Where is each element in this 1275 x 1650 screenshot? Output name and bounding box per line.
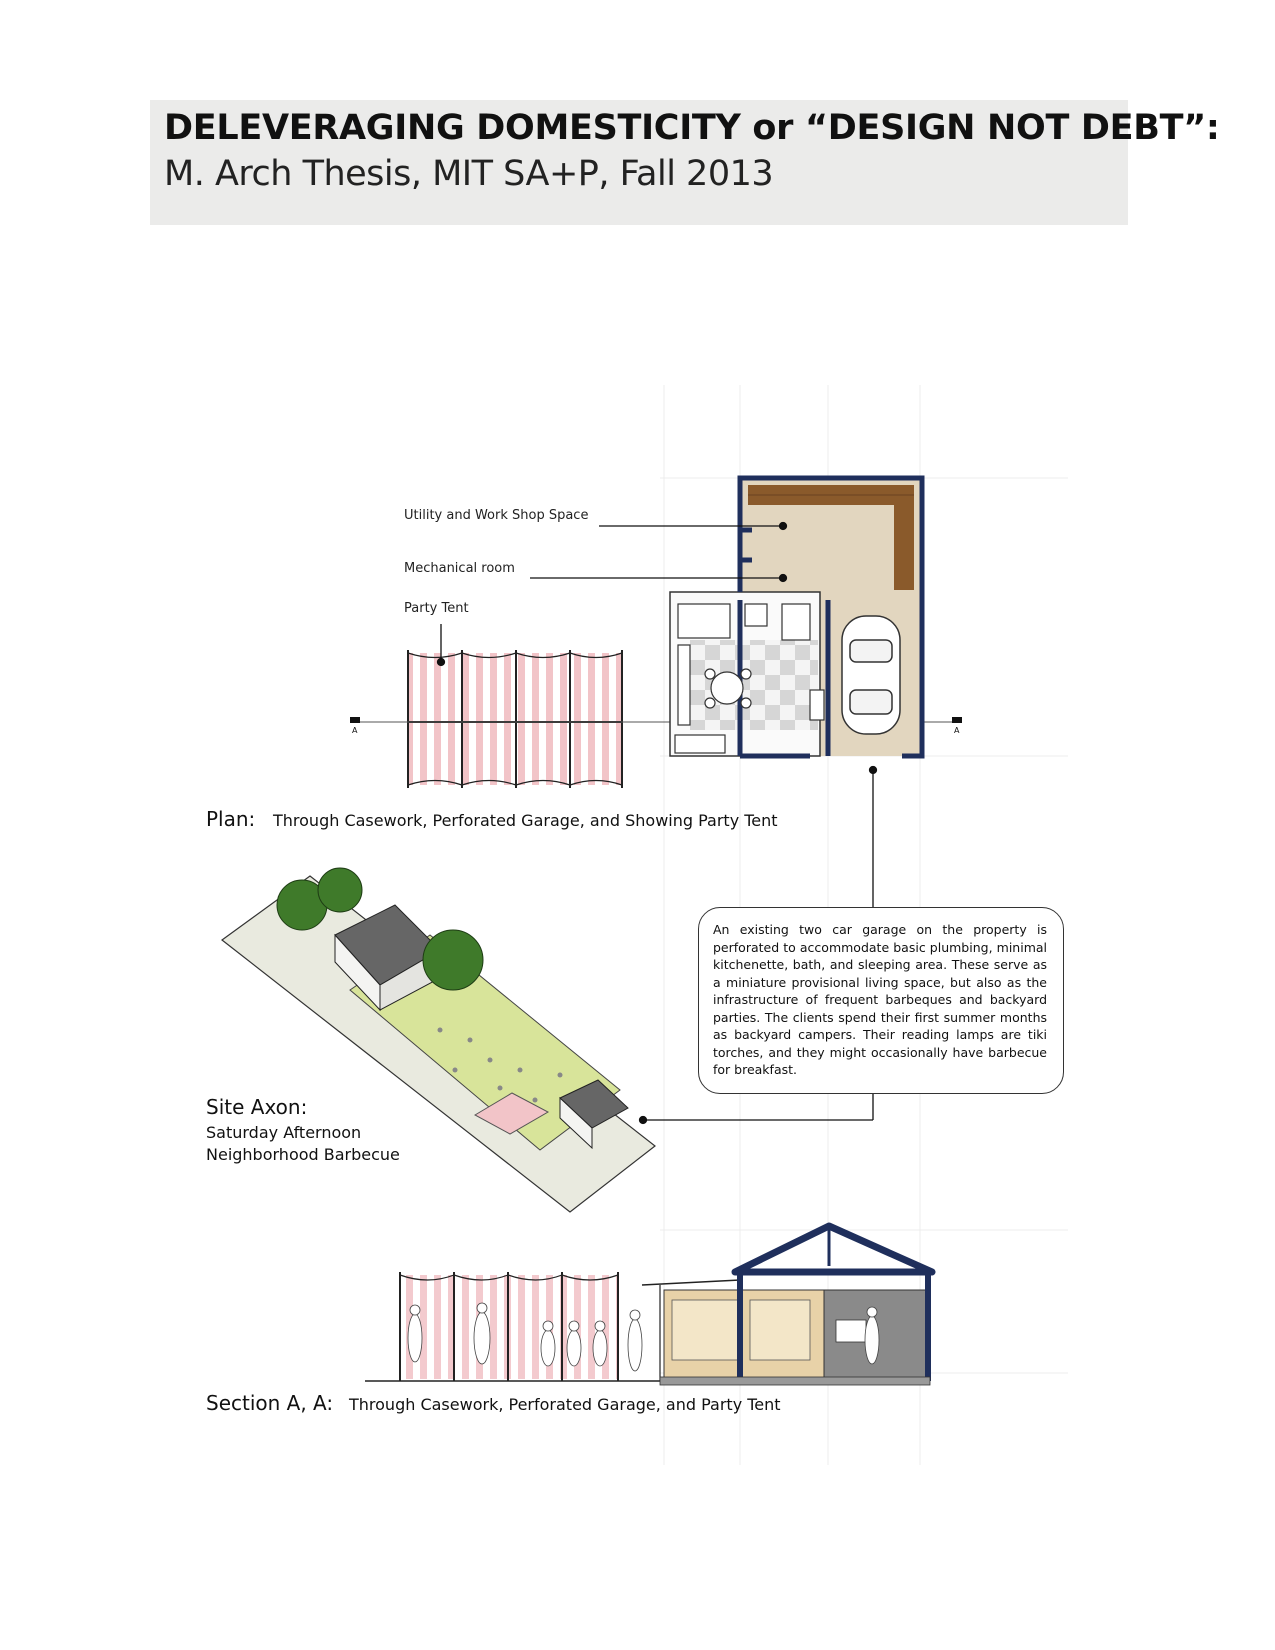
axon-caption-title: Site Axon: — [206, 1095, 308, 1119]
section-marker-right — [952, 717, 962, 723]
plan-caption-title: Plan: — [206, 807, 256, 831]
callout-text: An existing two car garage on the property is perforated to accommodate basic plumbing, minimal kitchenette, bath, and sleeping area. These serve as a miniature provisional living space, but also as the infrastructure of frequent barbeques and backyard parties. The clients spend their first summer months as backyard campers. Their reading lamps are tiki torches, and they might occasionally have barbecue for breakfast. — [713, 922, 1047, 1077]
party-tent-plan — [408, 650, 622, 788]
section-marker-left — [350, 717, 360, 723]
section-marker-label-left: A — [352, 726, 358, 735]
label-utility-workshop: Utility and Work Shop Space — [404, 508, 589, 523]
label-mechanical-room: Mechanical room — [404, 561, 515, 576]
description-callout — [698, 907, 1064, 1094]
section-caption-body: Through Casework, Perforated Garage, and Party Tent — [349, 1395, 781, 1414]
plan-caption-body: Through Casework, Perforated Garage, and Showing Party Tent — [273, 811, 778, 830]
label-party-tent: Party Tent — [404, 601, 469, 616]
section-drawing — [365, 1226, 932, 1385]
car-icon — [842, 616, 900, 734]
axon-caption-line1: Saturday Afternoon — [206, 1123, 362, 1142]
page-subtitle: M. Arch Thesis, MIT SA+P, Fall 2013 — [164, 154, 774, 194]
section-caption-title: Section A, A: — [206, 1391, 334, 1415]
section-marker-label-right: A — [954, 726, 960, 735]
page-title: DELEVERAGING DOMESTICITY or “DESIGN NOT DEBT”: — [164, 108, 1220, 148]
axon-caption-line2: Neighborhood Barbecue — [206, 1145, 400, 1164]
